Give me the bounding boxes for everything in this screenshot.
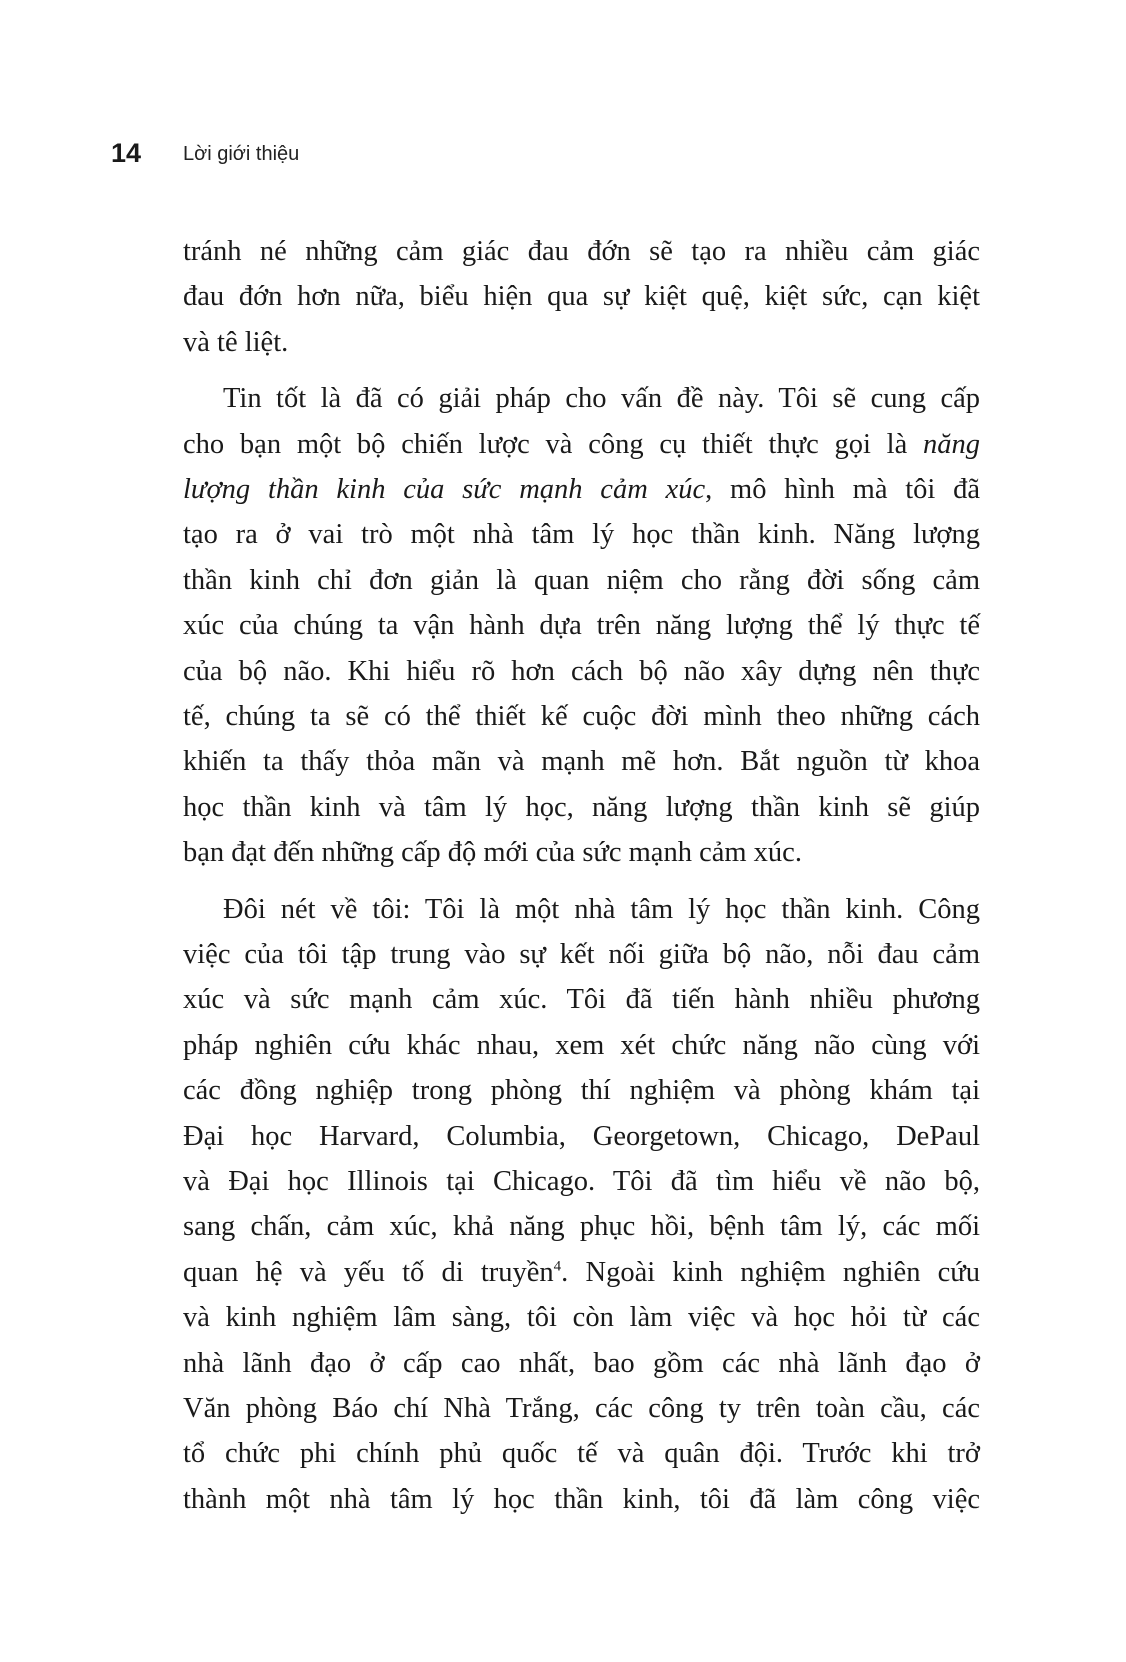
text-segment: tránh né những cảm giác đau đớn sẽ tạo ra nhiều cảm giác [183, 236, 980, 267]
page-number: 14 [111, 138, 142, 168]
text-segment: tổ chức phi chính phủ quốc tế và quân đội. Trước khi trở [183, 1438, 980, 1470]
text-segment: tạo ra ở vai trò một nhà tâm lý học thần kinh. Năng lượng [183, 519, 980, 551]
text-line [183, 1075, 980, 1120]
text-line [183, 792, 980, 837]
text-line [183, 1484, 980, 1529]
text-line [183, 236, 980, 281]
text-segment: . Ngoài kinh nghiệm nghiên cứu [561, 1256, 980, 1288]
text-line [183, 656, 980, 701]
text-line [183, 939, 980, 984]
text-line [183, 565, 980, 610]
text-line [183, 746, 980, 791]
text-line [183, 519, 980, 564]
text-segment: xúc và sức mạnh cảm xúc. Tôi đã tiến hành nhiều phương [183, 984, 980, 1016]
text-segment: các đồng nghiệp trong phòng thí nghiệm và phòng khám tại [183, 1075, 980, 1107]
text-segment: tế, chúng ta sẽ có thể thiết kế cuộc đời mình theo những cách [183, 701, 980, 732]
text-line [183, 1257, 980, 1302]
text-segment: và tê liệt. [183, 326, 289, 358]
text-segment: pháp nghiên cứu khác nhau, xem xét chức năng não cùng với [183, 1029, 980, 1061]
text-segment: khiến ta thấy thỏa mãn và mạnh mẽ hơn. Bắt nguồn từ khoa [183, 746, 980, 778]
text-segment: học thần kinh và tâm lý học, năng lượng thần kinh sẽ giúp [183, 791, 980, 823]
text-line [183, 984, 980, 1029]
text-segment: và Đại học Illinois tại Chicago. Tôi đã tìm hiểu về não bộ, [183, 1166, 980, 1197]
text-segment: đau đớn hơn nữa, biểu hiện qua sự kiệt quệ, kiệt sức, cạn kiệt [183, 281, 980, 313]
text-segment: bạn đạt đến những cấp độ mới của sức mạnh cảm xúc. [183, 837, 802, 869]
text-segment: quan hệ và yếu tố di truyền [183, 1256, 554, 1288]
text-line [183, 1438, 980, 1483]
text-segment: Văn phòng Báo chí Nhà Trắng, các công ty trên toàn cầu, các [183, 1393, 980, 1424]
text-line [183, 701, 980, 746]
text-segment: cho bạn một bộ chiến lược và công cụ thiết thực gọi là [183, 428, 923, 460]
text-segment: việc của tôi tập trung vào sự kết nối giữa bộ não, nỗi đau cảm [183, 939, 980, 970]
text-line [183, 1166, 980, 1211]
text-line [183, 1030, 980, 1075]
text-line [183, 1393, 980, 1438]
text-line [183, 894, 980, 939]
text-segment: thần kinh chỉ đơn giản là quan niệm cho rằng đời sống cảm [183, 564, 980, 596]
text-segment: , mô hình mà tôi đã [705, 474, 981, 505]
text-segment: sang chấn, cảm xúc, khả năng phục hồi, bệnh tâm lý, các mối [183, 1211, 980, 1243]
text-segment: Đôi nét về tôi: Tôi là một nhà tâm lý học thần kinh. Công [223, 893, 980, 925]
italic-text: năng [923, 428, 980, 460]
text-line [183, 1121, 980, 1166]
text-line [183, 837, 980, 882]
text-line [183, 1302, 980, 1347]
running-header-title: Lời giới thiệu [183, 143, 300, 165]
text-segment: Đại học Harvard, Columbia, Georgetown, Chicago, DePaul [183, 1120, 980, 1152]
text-line [183, 1348, 980, 1393]
text-line [183, 610, 980, 655]
text-segment: của bộ não. Khi hiểu rõ hơn cách bộ não xây dựng nên thực [183, 655, 980, 687]
italic-text: lượng thần kinh của sức mạnh cảm xúc [183, 474, 706, 505]
text-segment: nhà lãnh đạo ở cấp cao nhất, bao gồm các nhà lãnh đạo ở [183, 1347, 980, 1379]
text-line [183, 474, 980, 519]
text-segment: Tin tốt là đã có giải pháp cho vấn đề này. Tôi sẽ cung cấp [223, 383, 980, 415]
text-line [183, 1211, 980, 1256]
text-segment: xúc của chúng ta vận hành dựa trên năng lượng thể lý thực tế [183, 610, 980, 642]
text-segment: thành một nhà tâm lý học thần kinh, tôi đã làm công việc [183, 1483, 980, 1515]
text-line [183, 383, 980, 428]
text-line [183, 281, 980, 326]
footnote-marker: 4 [553, 1258, 562, 1275]
text-segment: và kinh nghiệm lâm sàng, tôi còn làm việc và học hỏi từ các [183, 1302, 980, 1334]
text-line [183, 429, 980, 474]
text-line [183, 327, 980, 372]
